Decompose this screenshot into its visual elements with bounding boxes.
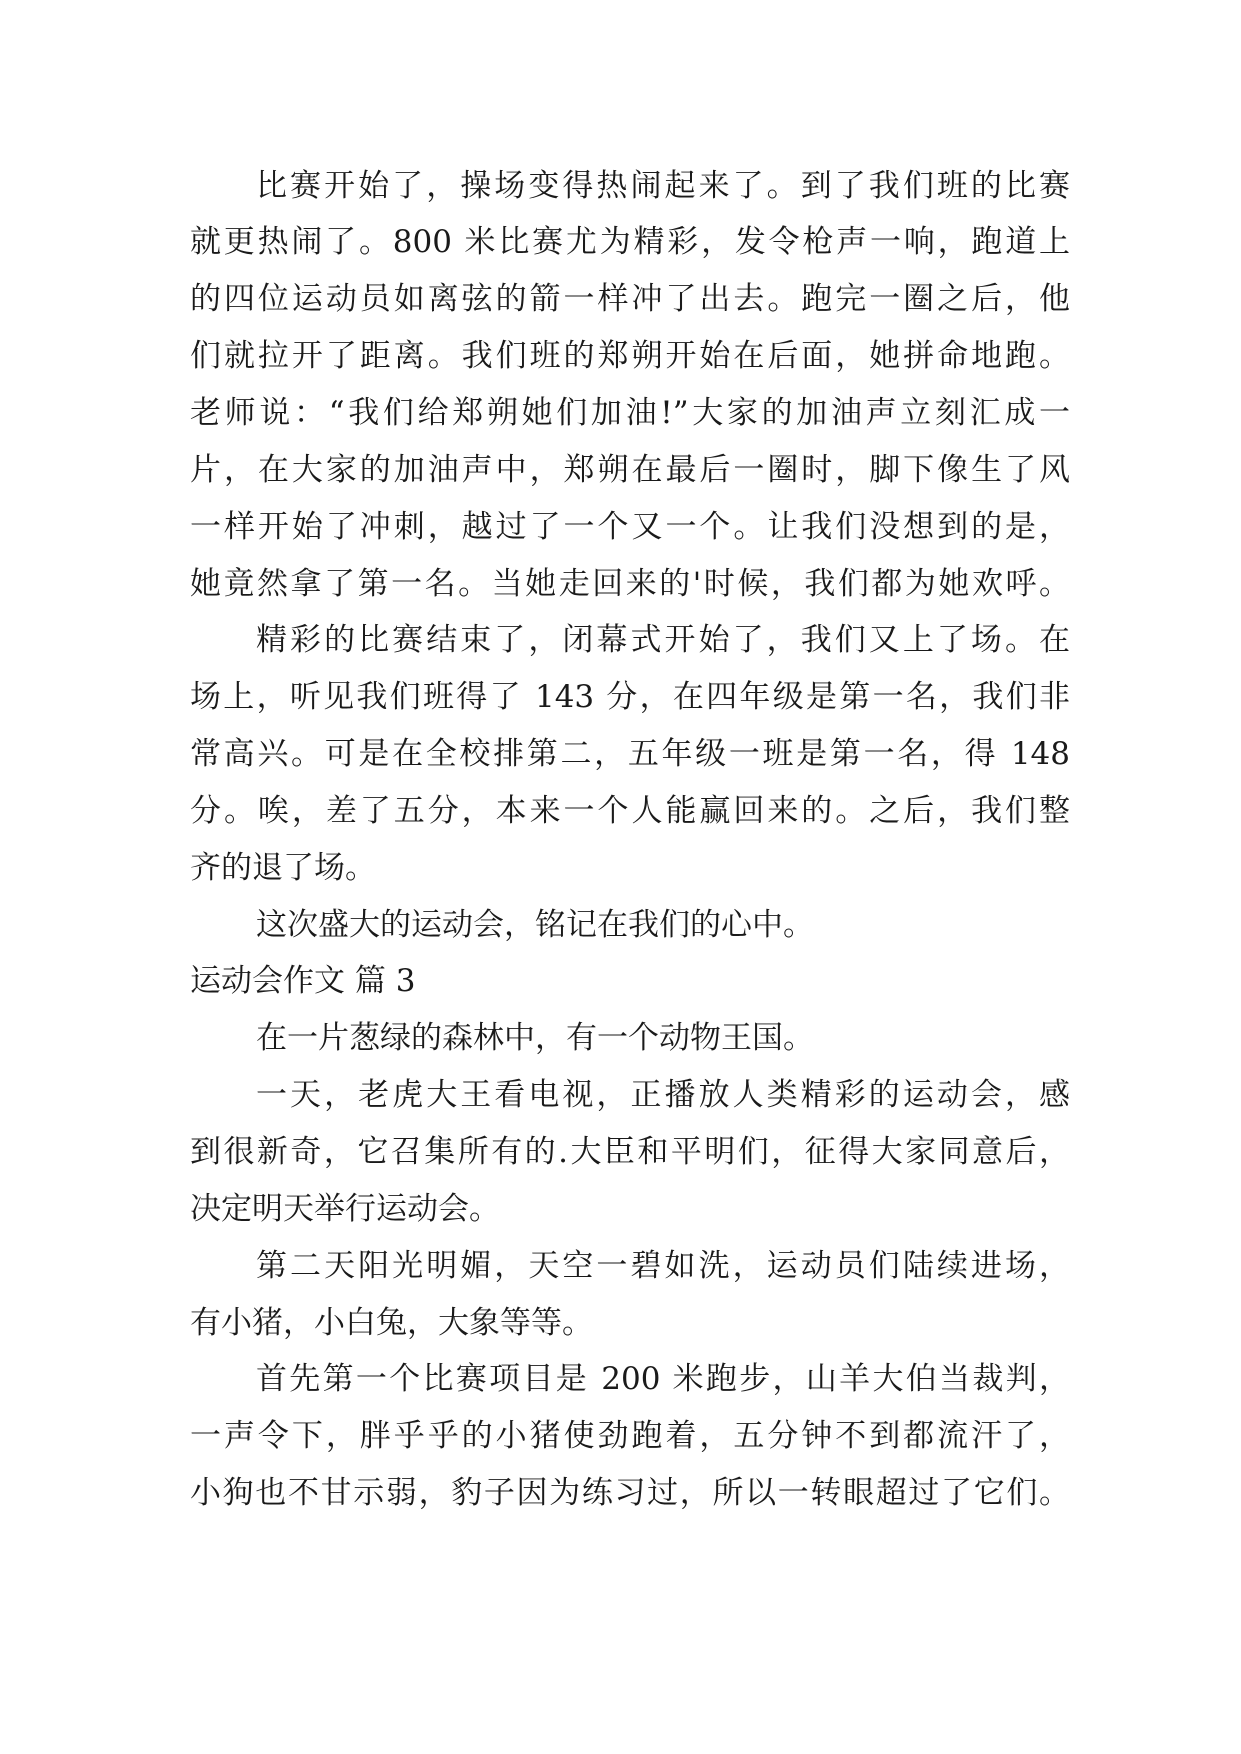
paragraph-2-line-5: 齐的退了场。 (190, 850, 376, 886)
section-paragraph-3-line-2: 有小猪，小白兔，大象等等。 (190, 1305, 593, 1341)
section-paragraph-4-line-2: 一声令下，胖乎乎的小猪使劲跑着，五分钟不到都流汗了， (190, 1418, 1070, 1454)
paragraph-1-line-8: 她竟然拿了第一名。当她走回来的'时候，我们都为她欢呼。 (190, 566, 1070, 602)
section-paragraph-3-line-1: 第二天阳光明媚，天空一碧如洗，运动员们陆续进场， (256, 1248, 1070, 1284)
paragraph-1-line-3: 的四位运动员如离弦的箭一样冲了出去。跑完一圈之后，他 (190, 281, 1070, 317)
paragraph-1-line-1: 比赛开始了，操场变得热闹起来了。到了我们班的比赛 (256, 168, 1070, 204)
paragraph-1-line-7: 一样开始了冲刺，越过了一个又一个。让我们没想到的是， (190, 509, 1070, 545)
paragraph-3-line-1: 这次盛大的运动会，铭记在我们的心中。 (256, 907, 814, 943)
section-paragraph-1-line-1: 在一片葱绿的森林中，有一个动物王国。 (256, 1020, 814, 1056)
paragraph-1-line-5: 老师说：“我们给郑朔她们加油!”大家的加油声立刻汇成一 (190, 395, 1070, 431)
section-paragraph-2-line-3: 决定明天举行运动会。 (190, 1191, 500, 1227)
paragraph-2-line-4: 分。唉，差了五分，本来一个人能赢回来的。之后，我们整 (190, 793, 1070, 829)
paragraph-2-line-2: 场上，听见我们班得了 143 分，在四年级是第一名，我们非 (190, 679, 1070, 715)
paragraph-2-line-1: 精彩的比赛结束了，闭幕式开始了，我们又上了场。在 (256, 622, 1070, 658)
section-paragraph-4-line-3: 小狗也不甘示弱，豹子因为练习过，所以一转眼超过了它们。 (190, 1475, 1070, 1511)
section-paragraph-4-line-1: 首先第一个比赛项目是 200 米跑步，山羊大伯当裁判， (256, 1361, 1070, 1397)
section-paragraph-2-line-2: 到很新奇，它召集所有的.大臣和平明们，征得大家同意后， (190, 1134, 1070, 1170)
section-heading: 运动会作文 篇 3 (190, 963, 416, 999)
section-paragraph-2-line-1: 一天，老虎大王看电视，正播放人类精彩的运动会，感 (256, 1077, 1070, 1113)
paragraph-1-line-4: 们就拉开了距离。我们班的郑朔开始在后面，她拼命地跑。 (190, 338, 1070, 374)
paragraph-1-line-2: 就更热闹了。800 米比赛尤为精彩，发令枪声一响，跑道上 (190, 224, 1070, 260)
paragraph-1-line-6: 片，在大家的加油声中，郑朔在最后一圈时，脚下像生了风 (190, 452, 1070, 488)
paragraph-2-line-3: 常高兴。可是在全校排第二，五年级一班是第一名，得 148 (190, 736, 1070, 772)
